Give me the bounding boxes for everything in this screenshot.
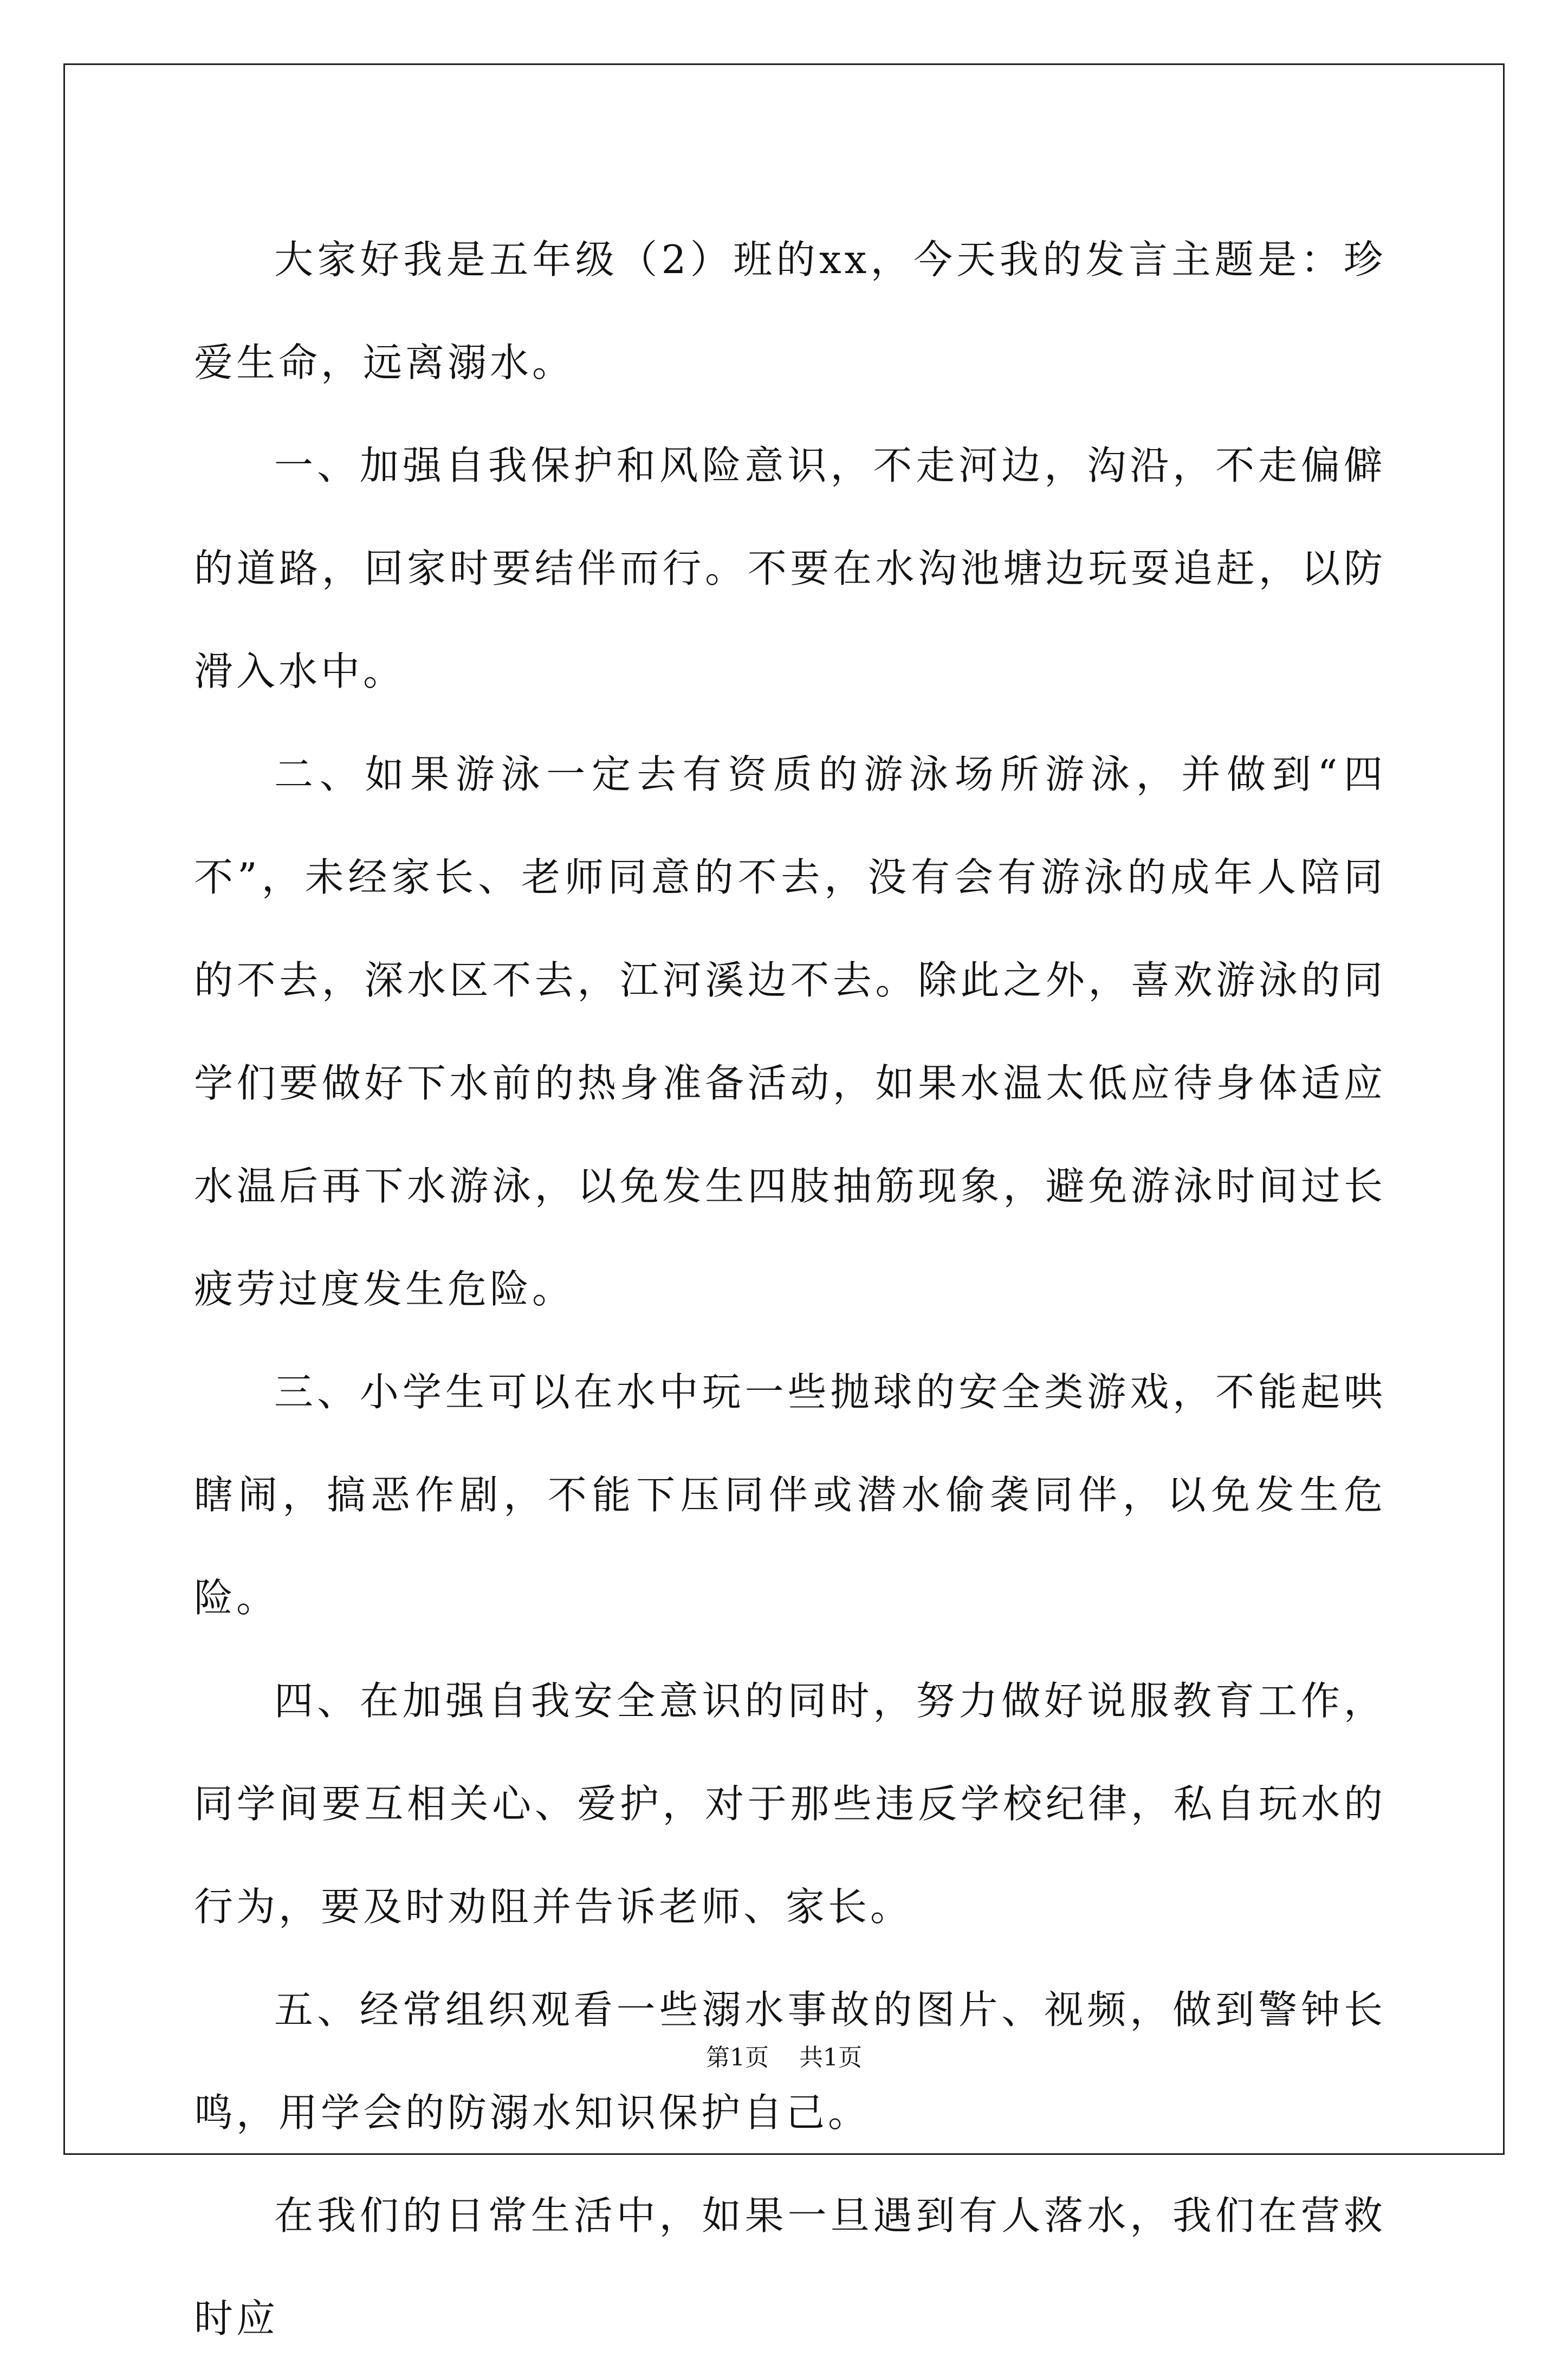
paragraph-closing: 在我们的日常生活中，如果一旦遇到有人落水，我们在营救时应 — [194, 2193, 1386, 2341]
paragraph-greeting: 大家好我是五年级（2）班的xx，今天我的发言主题是：珍爱生命，远离溺水。 — [194, 237, 1386, 385]
page-total: 共1页 — [799, 2044, 862, 2071]
paragraph-point-3: 三、小学生可以在水中玩一些抛球的安全类游戏，不能起哄瞎闹，搞恶作剧，不能下压同伴或潜水偷袭同伴，以免发生危险。 — [194, 1369, 1386, 1621]
paragraph-point-5: 五、经常组织观看一些溺水事故的图片、视频，做到警钟长鸣，用学会的防溺水知识保护自己。 — [194, 1987, 1386, 2135]
page-number: 第1页 — [706, 2044, 769, 2071]
paragraph-point-4: 四、在加强自我安全意识的同时，努力做好说服教育工作，同学间要互相关心、爱护，对于那些违反学校纪律，私自玩水的行为，要及时劝阻并告诉老师、家长。 — [194, 1678, 1386, 1929]
page-footer — [0, 2042, 1568, 2074]
paragraph-point-1: 一、加强自我保护和风险意识，不走河边，沟沿，不走偏僻的道路，回家时要结伴而行。不要在水沟池塘边玩耍追赶，以防滑入水中。 — [194, 443, 1386, 694]
paragraph-point-2: 二、如果游泳一定去有资质的游泳场所游泳，并做到“四不”，未经家长、老师同意的不去，没有会有游泳的成年人陪同的不去，深水区不去，江河溪边不去。除此之外，喜欢游泳的同学们要做好下水前的热身准备活动，如果水温太低应待身体适应水温后再下水游泳，以免发生四肢抽筋现象，避免游泳时间过长疲劳过度发生危险。 — [194, 752, 1386, 1312]
